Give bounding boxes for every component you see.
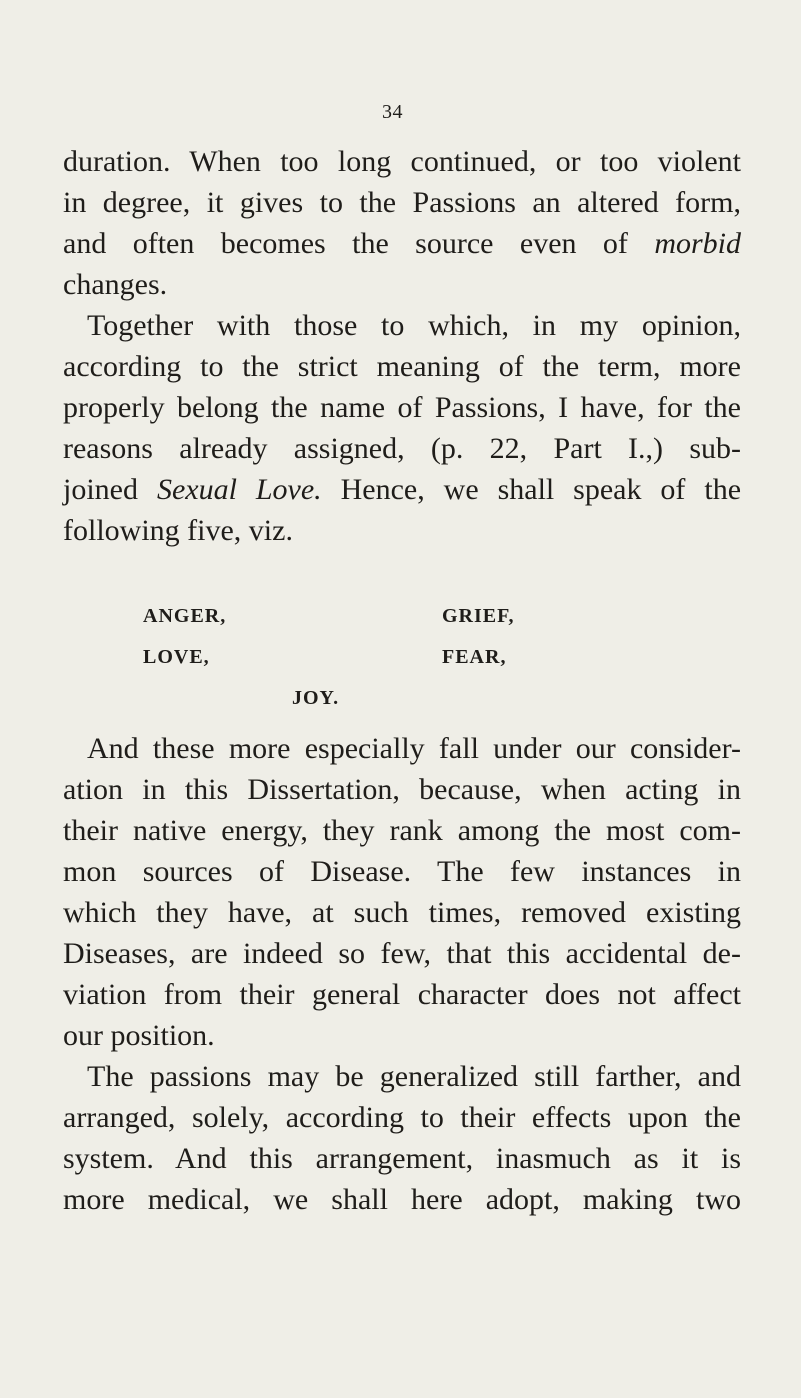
passion-grief: GRIEF, — [442, 605, 515, 627]
text-line: The passions may be generalized still farther, and — [87, 1060, 741, 1093]
passion-joy: JOY. — [292, 687, 340, 709]
text-line: in degree, it gives to the Passions an altered form, — [63, 186, 741, 219]
text-line: system. And this arrangement, inasmuch as it is — [63, 1142, 741, 1175]
emphasized-text: Sexual Love. — [156, 473, 322, 506]
text-line — [63, 470, 741, 510]
text-line: following five, viz. — [63, 514, 293, 547]
text-line: our position. — [63, 1019, 215, 1052]
text-line: reasons already assigned, (p. 22, Part I.,) sub- — [63, 432, 741, 465]
text-line: more medical, we shall here adopt, making two — [63, 1183, 741, 1216]
text-line: ation in this Dissertation, because, when acting in — [63, 773, 741, 806]
page-number: 34 — [382, 101, 403, 123]
text-line: their native energy, they rank among the most com- — [63, 814, 741, 847]
text-line: changes. — [63, 268, 168, 301]
text-fragment: and often becomes the source even of — [63, 227, 655, 260]
passion-love: LOVE, — [143, 646, 210, 668]
text-line: arranged, solely, according to their effects upon the — [63, 1101, 741, 1134]
text-line: which they have, at such times, removed existing — [63, 896, 741, 929]
text-line: viation from their general character does not affect — [63, 978, 741, 1011]
text-line: properly belong the name of Passions, I have, for the — [63, 391, 741, 424]
text-line: according to the strict meaning of the term, more — [63, 350, 741, 383]
text-line: mon sources of Disease. The few instances in — [63, 855, 741, 888]
passion-fear: FEAR, — [442, 646, 507, 668]
text-line: Diseases, are indeed so few, that this accidental de- — [63, 937, 741, 970]
text-line: Together with those to which, in my opinion, — [87, 309, 741, 342]
text-line: duration. When too long continued, or too violent — [63, 145, 741, 178]
emphasized-text: morbid — [654, 227, 741, 260]
text-fragment: joined — [63, 473, 157, 506]
text-fragment: Hence, we shall speak of the — [321, 473, 742, 506]
passion-anger: ANGER, — [143, 605, 227, 627]
text-line: And these more especially fall under our consider- — [87, 732, 741, 765]
text-line — [63, 224, 741, 264]
